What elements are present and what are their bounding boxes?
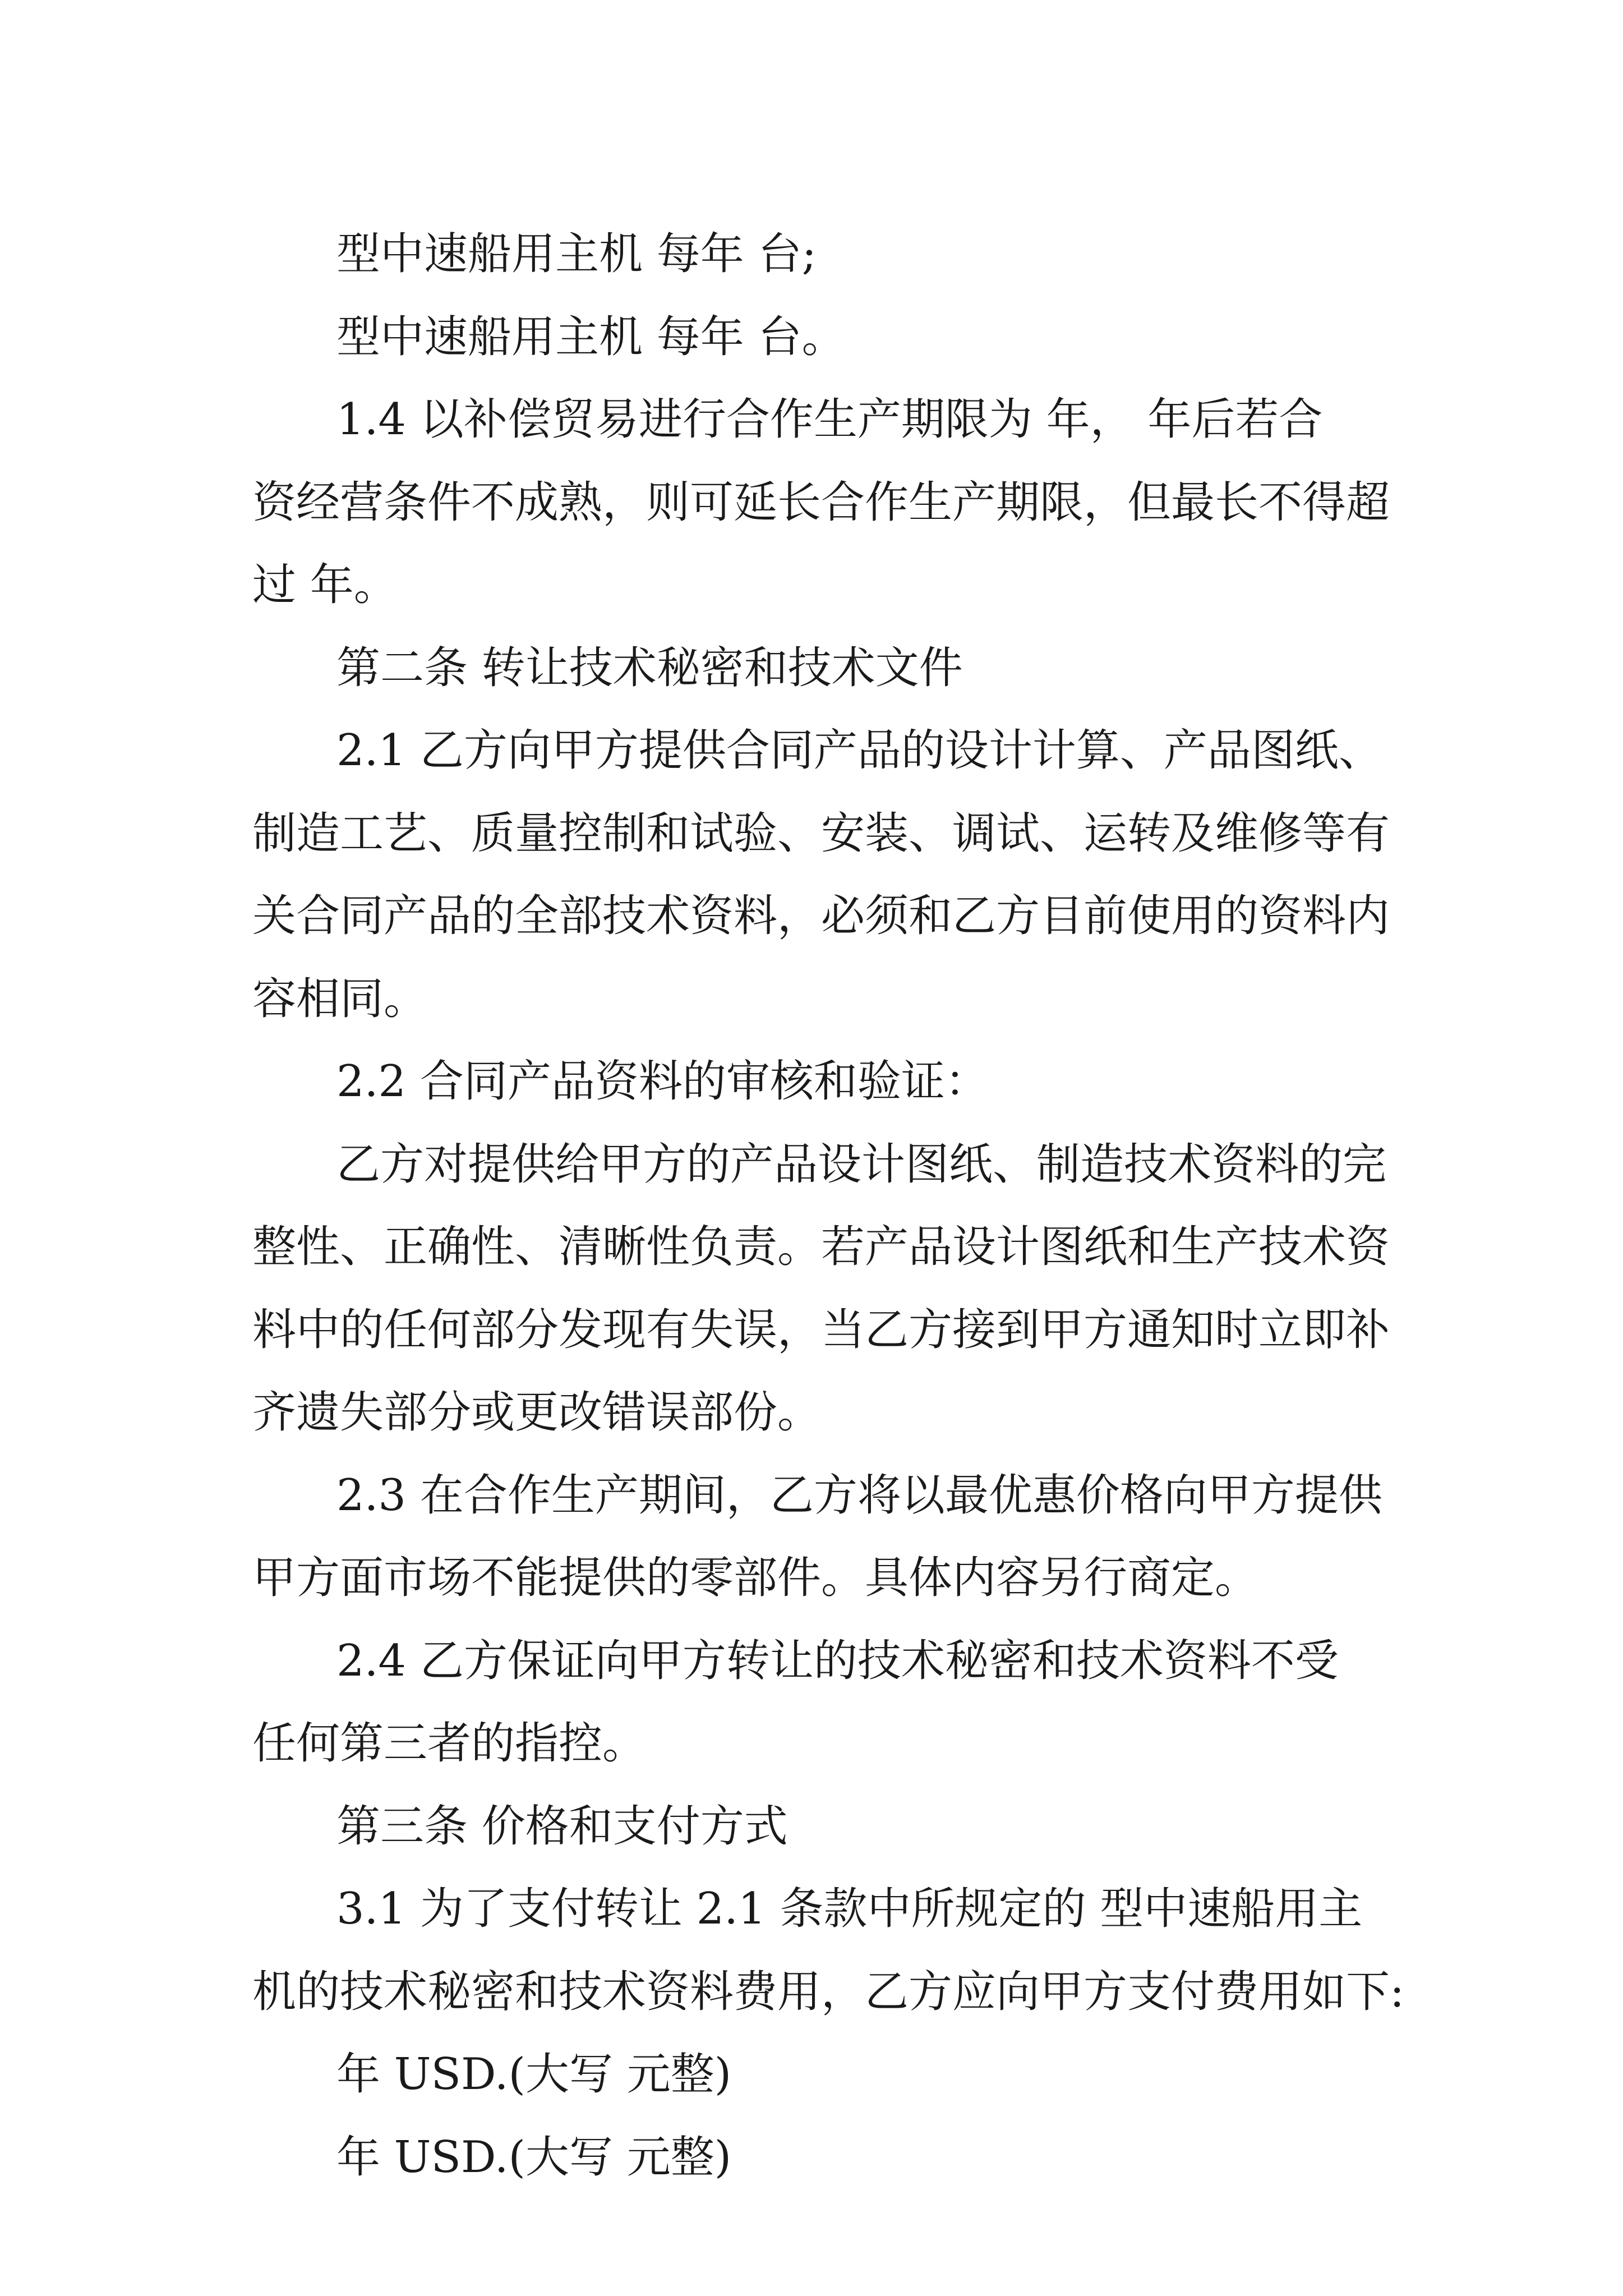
text-line: 2.2 合同产品资料的审核和验证：	[336, 1056, 989, 1107]
section-heading: 第二条 转让技术秘密和技术文件	[336, 642, 963, 693]
text-line: 2.4 乙方保证向甲方转让的技术秘密和技术资料不受	[336, 1635, 1339, 1686]
text-line: 型中速船用主机 每年 台;	[336, 229, 817, 279]
text-line: 乙方对提供给甲方的产品设计图纸、制造技术资料的完	[336, 1139, 1387, 1190]
section-heading: 第三条 价格和支付方式	[336, 1801, 788, 1852]
text-line: 1.4 以补偿贸易进行合作生产期限为 年， 年后若合	[336, 394, 1323, 445]
text-line: 关合同产品的全部技术资料，必须和乙方目前使用的资料内	[252, 891, 1390, 941]
text-line: 3.1 为了支付转让 2.1 条款中所规定的 型中速船用主	[336, 1884, 1363, 1934]
text-line: 型中速船用主机 每年 台。	[336, 311, 846, 362]
text-line: 年 USD.(大写 元整)	[336, 2049, 732, 2100]
text-line: 年 USD.(大写 元整)	[336, 2132, 732, 2183]
text-line: 整性、正确性、清晰性负责。若产品设计图纸和生产技术资	[252, 1222, 1390, 1272]
text-line: 料中的任何部分发现有失误，当乙方接到甲方通知时立即补	[252, 1304, 1390, 1355]
document-body	[252, 213, 1405, 2199]
text-line: 制造工艺、质量控制和试验、安装、调试、运转及维修等有	[252, 808, 1390, 859]
text-line: 资经营条件不成熟，则可延长合作生产期限，但最长不得超	[252, 477, 1390, 528]
text-line: 2.1 乙方向甲方提供合同产品的设计计算、产品图纸、	[336, 725, 1382, 776]
text-line: 齐遗失部分或更改错误部份。	[252, 1387, 822, 1438]
text-line: 2.3 在合作生产期间，乙方将以最优惠价格向甲方提供	[336, 1470, 1382, 1521]
text-line: 甲方面市场不能提供的零部件。具体内容另行商定。	[252, 1553, 1259, 1603]
text-line: 机的技术秘密和技术资料费用，乙方应向甲方支付费用如下:	[252, 1966, 1405, 2017]
text-line: 任何第三者的指控。	[252, 1718, 647, 1769]
text-line: 容相同。	[252, 973, 428, 1024]
text-line: 过 年。	[252, 560, 398, 610]
